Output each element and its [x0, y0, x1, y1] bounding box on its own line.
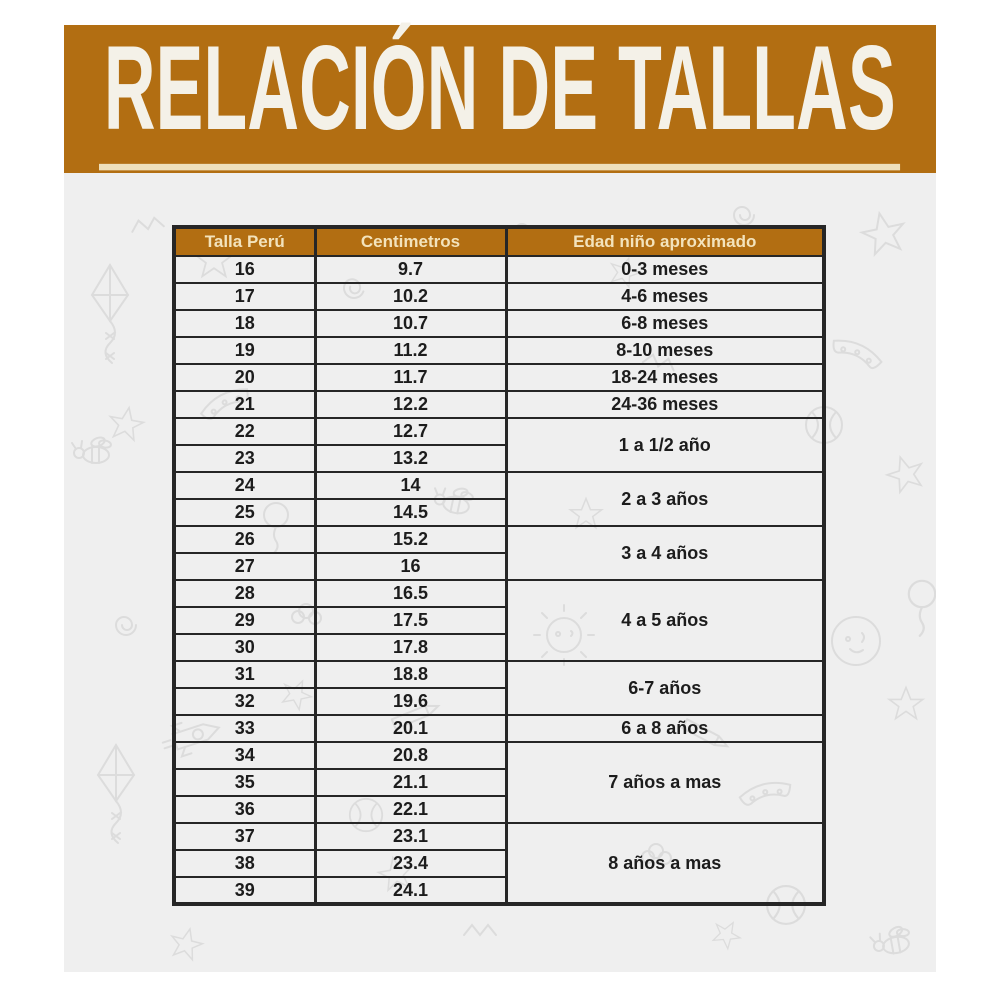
cm-cell: 18.8 — [315, 661, 506, 688]
cm-cell: 12.7 — [315, 418, 506, 445]
age-cell: 24-36 meses — [506, 391, 824, 418]
cm-cell: 17.5 — [315, 607, 506, 634]
cm-cell: 20.1 — [315, 715, 506, 742]
cm-cell: 23.4 — [315, 850, 506, 877]
age-cell: 8-10 meses — [506, 337, 824, 364]
age-cell: 7 años a mas — [506, 742, 824, 823]
talla-cell: 27 — [174, 553, 315, 580]
talla-cell: 22 — [174, 418, 315, 445]
cm-cell: 16 — [315, 553, 506, 580]
table-row — [174, 742, 824, 769]
age-cell: 3 a 4 años — [506, 526, 824, 580]
cm-cell: 22.1 — [315, 796, 506, 823]
talla-cell: 39 — [174, 877, 315, 904]
talla-cell: 31 — [174, 661, 315, 688]
table-row — [174, 391, 824, 418]
talla-cell: 35 — [174, 769, 315, 796]
cm-cell: 13.2 — [315, 445, 506, 472]
cm-cell: 21.1 — [315, 769, 506, 796]
age-cell: 8 años a mas — [506, 823, 824, 904]
table-header-row — [174, 227, 824, 256]
talla-cell: 26 — [174, 526, 315, 553]
cm-cell: 19.6 — [315, 688, 506, 715]
chart-panel — [64, 21, 936, 972]
age-cell: 0-3 meses — [506, 256, 824, 283]
cm-cell: 10.7 — [315, 310, 506, 337]
table-row — [174, 661, 824, 688]
talla-cell: 38 — [174, 850, 315, 877]
age-cell: 4 a 5 años — [506, 580, 824, 661]
cm-cell: 14.5 — [315, 499, 506, 526]
talla-cell: 29 — [174, 607, 315, 634]
chart-body — [64, 173, 936, 972]
cm-cell: 23.1 — [315, 823, 506, 850]
size-table — [172, 225, 826, 906]
col-header-centimetros: Centimetros — [315, 227, 506, 256]
cm-cell: 24.1 — [315, 877, 506, 904]
cm-cell: 17.8 — [315, 634, 506, 661]
table-row — [174, 472, 824, 499]
cm-cell: 14 — [315, 472, 506, 499]
talla-cell: 16 — [174, 256, 315, 283]
size-table-body — [174, 256, 824, 904]
cm-cell: 15.2 — [315, 526, 506, 553]
cm-cell: 11.7 — [315, 364, 506, 391]
table-row — [174, 283, 824, 310]
talla-cell: 25 — [174, 499, 315, 526]
talla-cell: 34 — [174, 742, 315, 769]
age-cell: 2 a 3 años — [506, 472, 824, 526]
age-cell: 18-24 meses — [506, 364, 824, 391]
talla-cell: 33 — [174, 715, 315, 742]
table-row — [174, 364, 824, 391]
cm-cell: 16.5 — [315, 580, 506, 607]
talla-cell: 18 — [174, 310, 315, 337]
age-cell: 4-6 meses — [506, 283, 824, 310]
talla-cell: 28 — [174, 580, 315, 607]
age-cell: 6-7 años — [506, 661, 824, 715]
talla-cell: 19 — [174, 337, 315, 364]
table-row — [174, 526, 824, 553]
talla-cell: 32 — [174, 688, 315, 715]
age-cell: 6-8 meses — [506, 310, 824, 337]
cm-cell: 12.2 — [315, 391, 506, 418]
age-cell: 6 a 8 años — [506, 715, 824, 742]
cm-cell: 20.8 — [315, 742, 506, 769]
table-row — [174, 337, 824, 364]
talla-cell: 37 — [174, 823, 315, 850]
table-row — [174, 580, 824, 607]
talla-cell: 24 — [174, 472, 315, 499]
age-cell: 1 a 1/2 año — [506, 418, 824, 472]
table-row — [174, 418, 824, 445]
talla-cell: 36 — [174, 796, 315, 823]
talla-cell: 20 — [174, 364, 315, 391]
talla-cell: 23 — [174, 445, 315, 472]
table-row — [174, 715, 824, 742]
table-row — [174, 256, 824, 283]
cm-cell: 10.2 — [315, 283, 506, 310]
table-row — [174, 823, 824, 850]
title-banner — [64, 21, 936, 173]
cm-cell: 11.2 — [315, 337, 506, 364]
talla-cell: 30 — [174, 634, 315, 661]
talla-cell: 21 — [174, 391, 315, 418]
col-header-talla: Talla Perú — [174, 227, 315, 256]
cm-cell: 9.7 — [315, 256, 506, 283]
table-row — [174, 310, 824, 337]
page-title: RELACIÓN DE TALLAS — [99, 28, 900, 170]
col-header-edad: Edad niño aproximado — [506, 227, 824, 256]
talla-cell: 17 — [174, 283, 315, 310]
